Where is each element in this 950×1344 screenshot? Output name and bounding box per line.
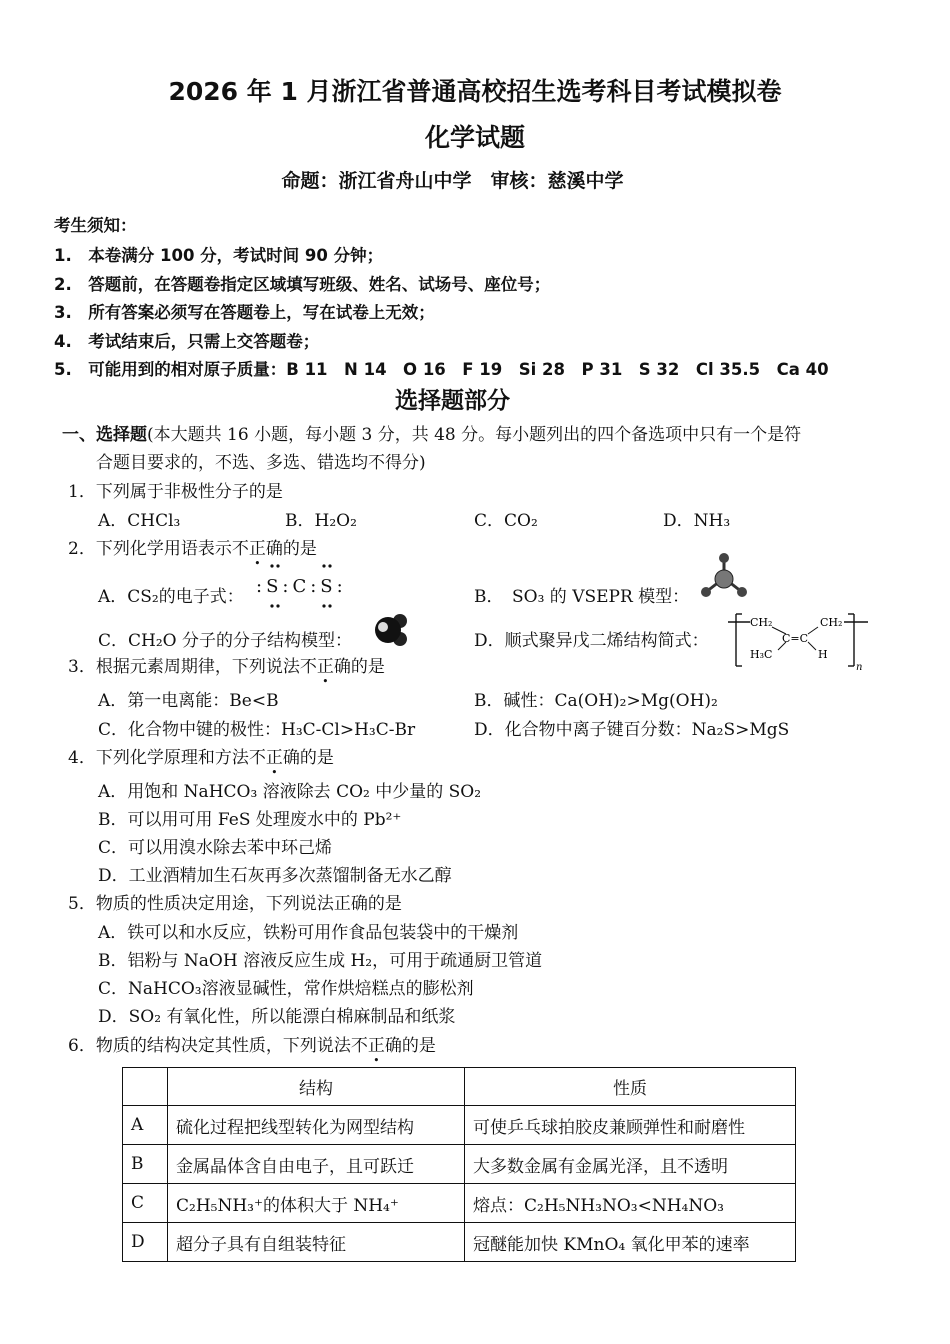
q3-stem: 3．根据元素周期律，下列说法不正确的是 — [68, 657, 385, 677]
q5-option-b: B．铝粉与 NaOH 溶液反应生成 H₂，可用于疏通厨卫管道 — [98, 951, 543, 971]
table-header-cell: 结构 — [168, 1068, 465, 1106]
q1-option-a: A．CHCl₃ — [98, 511, 181, 531]
q3-option-c: C．化合物中键的极性：H₃C-Cl>H₃C-Br — [98, 720, 416, 740]
section-title: 选择题部分 — [395, 388, 510, 414]
struct-label: H₃C — [750, 648, 773, 661]
struct-label: C=C — [782, 632, 809, 645]
table-cell: C — [123, 1184, 168, 1223]
so3-vsepr-model-icon — [698, 552, 750, 600]
q5-stem: 5．物质的性质决定用途，下列说法正确的是 — [68, 894, 402, 914]
q6-table — [122, 1067, 796, 1262]
q1-option-d: D．NH₃ — [663, 511, 731, 531]
q5-option-d: D．SO₂ 有氧化性，所以能漂白棉麻制品和纸浆 — [98, 1007, 456, 1027]
cs2-lone-pair-dots — [250, 562, 360, 612]
table-cell: 超分子具有自组装特征 — [168, 1223, 465, 1262]
table-row — [123, 1184, 796, 1223]
q4-stem: 4．下列化学原理和方法不正确的是 — [68, 748, 334, 768]
q5-option-c: C．NaHCO₃溶液显碱性，常作烘焙糕点的膨松剂 — [98, 979, 474, 999]
q3-option-b: B．碱性：Ca(OH)₂>Mg(OH)₂ — [474, 691, 718, 711]
q1-stem: 1．下列属于非极性分子的是 — [68, 482, 283, 502]
table-row — [123, 1223, 796, 1262]
q6-stem: 6．物质的结构决定其性质，下列说法不正确的是 — [68, 1036, 436, 1056]
struct-label: CH₂ — [820, 616, 843, 629]
q2-option-b: B． SO₃ 的 VSEPR 模型： — [474, 587, 690, 607]
ch2o-ball-model-icon — [370, 612, 416, 648]
q4-option-a: A．用饱和 NaHCO₃ 溶液除去 CO₂ 中少量的 SO₂ — [98, 782, 482, 802]
table-header-cell: 性质 — [465, 1068, 796, 1106]
notice-item: 3. 所有答案必须写在答题卷上，写在试卷上无效； — [54, 303, 435, 322]
q5-option-a: A．铁可以和水反应，铁粉可用作食品包装袋中的干燥剂 — [98, 923, 519, 943]
q3-option-a: A．第一电离能：Be<B — [98, 691, 279, 711]
q3-option-d: D．化合物中离子键百分数：Na₂S>MgS — [474, 720, 790, 740]
table-row — [123, 1145, 796, 1184]
struct-label: n — [856, 662, 863, 672]
table-cell: D — [123, 1223, 168, 1262]
q2-option-d: D．顺式聚异戊二烯结构简式： — [474, 631, 709, 651]
q4-option-b: B．可以用可用 FeS 处理废水中的 Pb²⁺ — [98, 810, 402, 830]
part-description — [62, 420, 801, 445]
q2-option-c: C．CH₂O 分子的分子结构模型： — [98, 631, 352, 651]
table-cell: B — [123, 1145, 168, 1184]
table-cell: 金属晶体含自由电子，且可跃迁 — [168, 1145, 465, 1184]
table-cell: 熔点：C₂H₅NH₃NO₃<NH₄NO₃ — [465, 1184, 796, 1223]
table-header-row — [123, 1068, 796, 1106]
notice-item: 4. 考试结束后，只需上交答题卷； — [54, 332, 320, 351]
table-cell: 冠醚能加快 KMnO₄ 氧化甲苯的速率 — [465, 1223, 796, 1262]
table-row — [123, 1106, 796, 1145]
exam-subtitle: 化学试题 — [424, 123, 525, 152]
part-label: 一、选择题 — [62, 425, 147, 445]
table-cell: 大多数金属有金属光泽，且不透明 — [465, 1145, 796, 1184]
notice-item: 2. 答题前，在答题卷指定区域填写班级、姓名、试场号、座位号； — [54, 275, 551, 294]
exam-title: 2026 年 1 月浙江省普通高校招生选考科目考试模拟卷 — [168, 77, 782, 106]
notice-item: 5. 可能用到的相对原子质量：B 11 N 14 O 16 F 19 Si 28 P 31 S 32 Cl 35.5 Ca 40 — [54, 360, 829, 379]
q4-option-c: C．可以用溴水除去苯中环己烯 — [98, 838, 333, 858]
part-desc-line1: (本大题共 16 小题，每小题 3 分，共 48 分。每小题列出的四个备选项中只有一个是符 — [147, 425, 802, 445]
table-cell: 硫化过程把线型转化为网型结构 — [168, 1106, 465, 1145]
exam-authors: 命题：浙江省舟山中学 审核：慈溪中学 — [281, 170, 624, 192]
q2-stem: 2．下列化学用语表示不正确的是 — [68, 539, 317, 559]
part-desc-line2: 合题目要求的，不选、多选、错选均不得分) — [96, 453, 426, 473]
table-header-cell — [123, 1068, 168, 1106]
struct-label: H — [818, 648, 828, 661]
table-cell: A — [123, 1106, 168, 1145]
table-cell: C₂H₅NH₃⁺的体积大于 NH₄⁺ — [168, 1184, 465, 1223]
q1-option-c: C．CO₂ — [474, 511, 538, 531]
q2-option-a: A．CS₂的电子式： — [98, 587, 244, 607]
table-cell: 可使乒乓球拍胶皮兼顾弹性和耐磨性 — [465, 1106, 796, 1145]
cs2-electron-formula: :S:C:S: — [256, 576, 347, 597]
q1-option-b: B．H₂O₂ — [285, 511, 357, 531]
struct-label: CH₂ — [750, 616, 773, 629]
notice-heading: 考生须知： — [54, 216, 137, 235]
polyisoprene-structure — [726, 610, 872, 672]
notice-item: 1. 本卷满分 100 分，考试时间 90 分钟； — [54, 246, 384, 265]
q4-option-d: D．工业酒精加生石灰再多次蒸馏制备无水乙醇 — [98, 866, 452, 886]
